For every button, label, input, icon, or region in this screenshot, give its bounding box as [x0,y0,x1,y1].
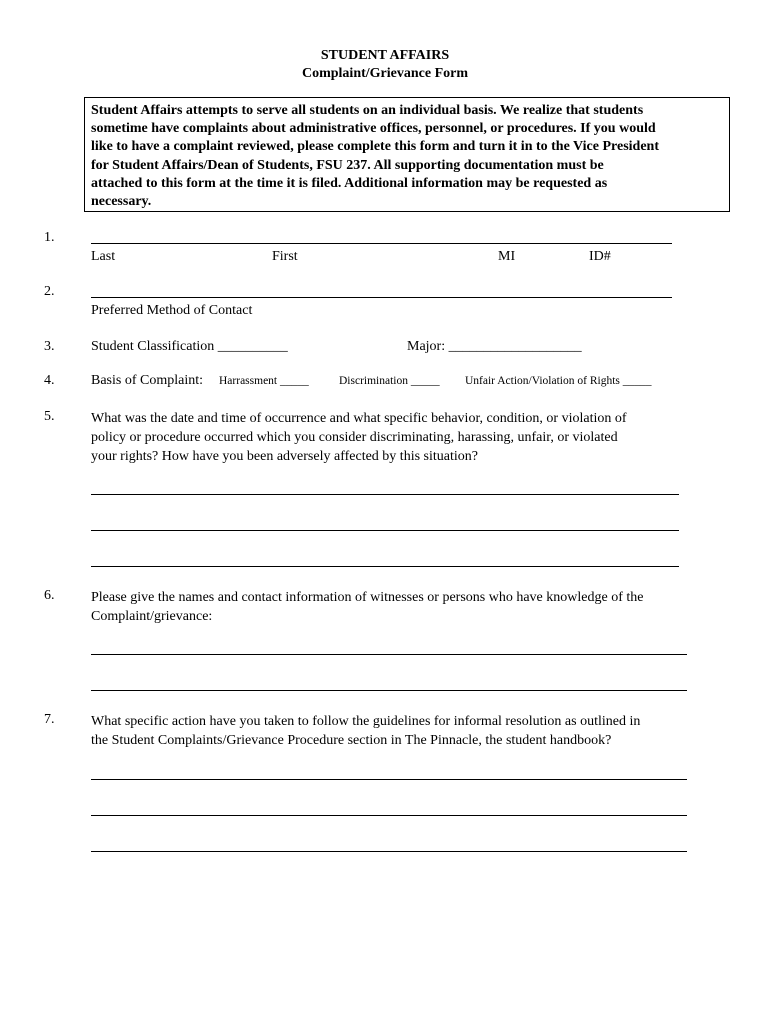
form-title: STUDENT AFFAIRS [320,48,450,63]
middle-initial-label: MI [498,249,516,264]
answer-line[interactable] [91,494,679,495]
student-id-label: ID# [589,249,611,264]
item-number-3: 3. [44,339,55,354]
question-line: Complaint/grievance: [91,609,213,624]
item-number-2: 2. [44,284,55,299]
unfair-action-option[interactable]: Unfair Action/Violation of Rights _____ [465,375,652,387]
answer-line[interactable] [91,815,687,816]
answer-line[interactable] [91,530,679,531]
question-6-text [91,588,643,626]
answer-line[interactable] [91,566,679,567]
answer-line[interactable] [91,851,687,852]
item-number-6: 6. [44,588,55,603]
student-classification-field[interactable]: Student Classification __________ [91,339,288,354]
question-7-text [91,712,640,750]
notice-line: attached to this form at the time it is filed. Additional information may be requested as [91,175,608,191]
answer-line[interactable] [91,654,687,655]
notice-line: Student Affairs attempts to serve all students on an individual basis. We realize that students [91,103,644,118]
notice-line: like to have a complaint reviewed, please complete this form and turn it in to the Vice President [91,139,659,155]
notice-line: necessary. [91,194,152,210]
answer-line[interactable] [91,690,687,691]
item-number-1: 1. [44,230,55,245]
discrimination-option[interactable]: Discrimination _____ [339,375,440,387]
contact-field-line[interactable] [91,297,672,298]
question-line: What specific action have you taken to follow the guidelines for informal resolution as outlined in [91,714,641,729]
last-name-label: Last [91,249,116,264]
item-number-7: 7. [44,712,55,727]
question-5-text [91,409,627,466]
major-field[interactable]: Major: ___________________ [407,339,582,354]
notice-line: sometime have complaints about administrative offices, personnel, or procedures. If you would [91,121,656,137]
notice-box [84,97,730,212]
notice-line: for Student Affairs/Dean of Students, FSU 237. All supporting documentation must be [91,157,604,173]
preferred-contact-label: Preferred Method of Contact [91,303,253,318]
answer-line[interactable] [91,779,687,780]
name-field-line[interactable] [91,243,672,244]
first-name-label: First [272,249,298,264]
question-line: Please give the names and contact information of witnesses or persons who have knowledge of the [91,590,644,605]
question-line: What was the date and time of occurrence and what specific behavior, condition, or violation of [91,411,627,426]
question-line: the Student Complaints/Grievance Procedure section in The Pinnacle, the student handbook? [91,733,612,748]
form-subtitle: Complaint/Grievance Form [301,66,469,81]
basis-of-complaint-label: Basis of Complaint: [91,373,203,388]
question-line: your rights? How have you been adversely affected by this situation? [91,449,478,464]
question-line: policy or procedure occurred which you consider discriminating, harassing, unfair, or violated [91,430,618,445]
harassment-option[interactable]: Harrassment _____ [219,375,309,387]
item-number-5: 5. [44,409,55,424]
item-number-4: 4. [44,373,55,388]
